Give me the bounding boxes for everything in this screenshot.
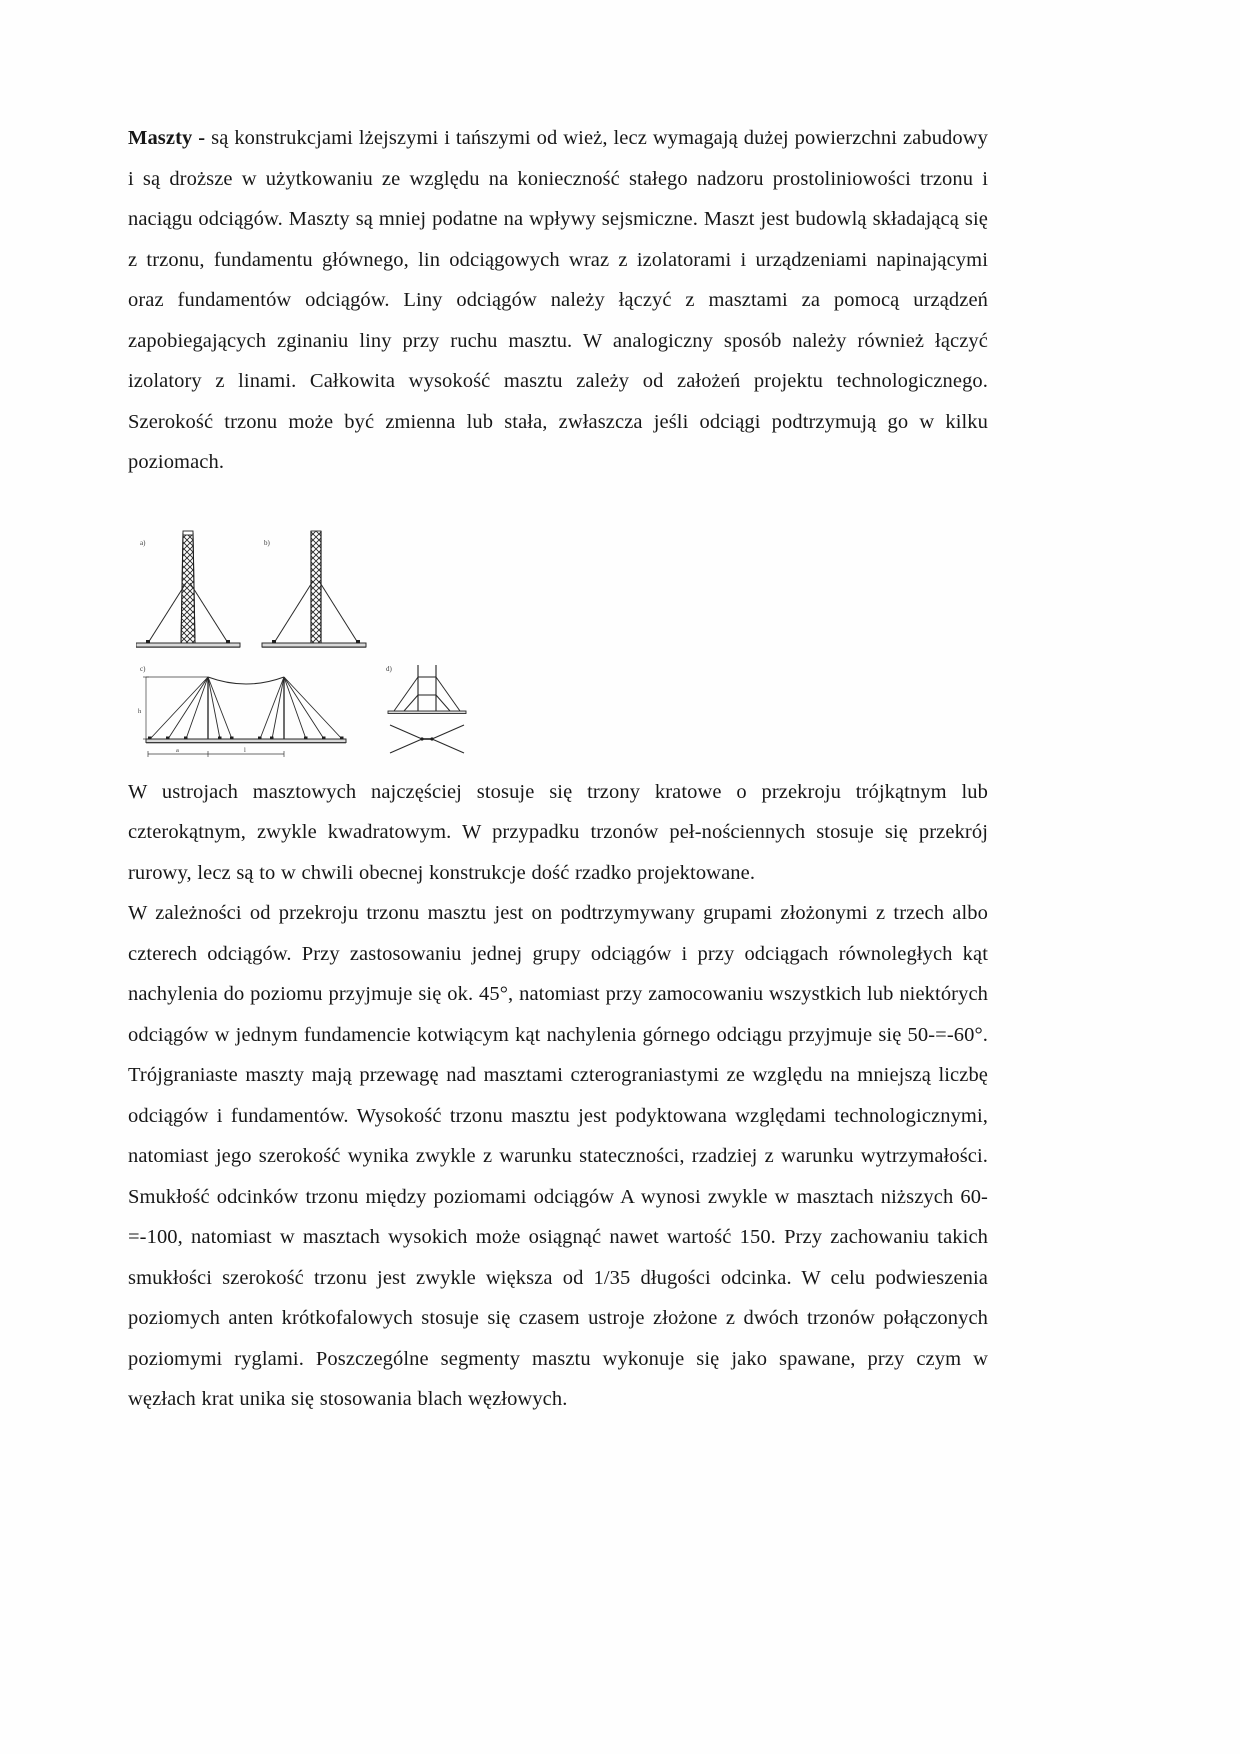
svg-text:h: h [138,707,142,715]
svg-text:l: l [244,746,246,754]
svg-text:d): d) [386,664,392,673]
mast-structures-figure [128,517,988,772]
lead-term: Maszty - [128,127,206,149]
paragraph-intro-body: są konstrukcjami lżejszymi i tańszymi od wież, lecz wymagają dużej powierzchni zabudowy i są droższe w użytkowaniu ze względu na konieczność stałego nadzoru prostoliniowości trzonu i naciągu odciągów. Maszty są mniej podatne na wpływy sejsmiczne. Maszt jest budowlą składającą się z trzonu, fundamentu głównego, lin odciągowych wraz z izolatorami i urządzeniami napinającymi oraz fundamentów odciągów. Liny odciągów należy łączyć z masztami za pomocą urządzeń zapobiegających zginaniu liny przy ruchu masztu. W analogiczny sposób należy również łączyć izolatory z linami. Całkowita wysokość masztu zależy od założeń projektu technologicznego. Szerokość trzonu może być zmienna lub stała, zwłaszcza jeśli odciągi podtrzymują go w kilku poziomach. [128,127,988,473]
document-content [128,118,988,1420]
paragraph-intro [128,118,988,483]
svg-text:a: a [176,746,179,754]
paragraph-guy-groups: W zależności od przekroju trzonu masztu jest on podtrzymywany grupami złożonymi z trzech albo czterech odciągów. Przy zastosowaniu jednej grupy odciągów i przy odciągach równoległych kąt nachylenia do poziomu przyjmuje się ok. 45°, natomiast przy zamocowaniu wszystkich lub niektórych odciągów w jednym fundamencie kotwiącym kąt nachylenia górnego odciągu przyjmuje się 50-=-60°. Trójgraniaste maszty mają przewagę nad masztami czterograniastymi ze względu na mniejszą liczbę odciągów i fundamentów. Wysokość trzonu masztu jest podyktowana względami technologicznymi, natomiast jego szerokość wynika zwykle z warunku stateczności, rzadziej z warunku wytrzymałości. Smukłość odcinków trzonu między poziomami odciągów A wynosi zwykle w masztach niższych 60-=-100, natomiast w masztach wysokich może osiągnąć nawet wartość 150. Przy zachowaniu takich smukłości szerokość trzonu jest zwykle większa od 1/35 długości odcinka. W celu podwieszenia poziomych anten krótkofalowych stosuje się czasem ustroje złożone z dwóch trzonów połączonych poziomymi ryglami. Poszczególne segmenty masztu wykonuje się jako spawane, przy czym w węzłach krat unika się stosowania blach węzłowych. [128,902,988,1410]
figure-svg [136,525,536,765]
svg-text:b): b) [264,538,270,547]
figure-canvas [136,525,536,765]
svg-text:c): c) [140,664,146,673]
svg-text:a): a) [140,538,146,547]
paragraph-lattice-shafts: W ustrojach masztowych najczęściej stosuje się trzony kratowe o przekroju trójkątnym lub czterokątnym, zwykle kwadratowym. W przypadku trzonów peł-nościennych stosuje się przekrój rurowy, lecz są to w chwili obecnej konstrukcje dość rzadko projektowane. [128,780,988,884]
